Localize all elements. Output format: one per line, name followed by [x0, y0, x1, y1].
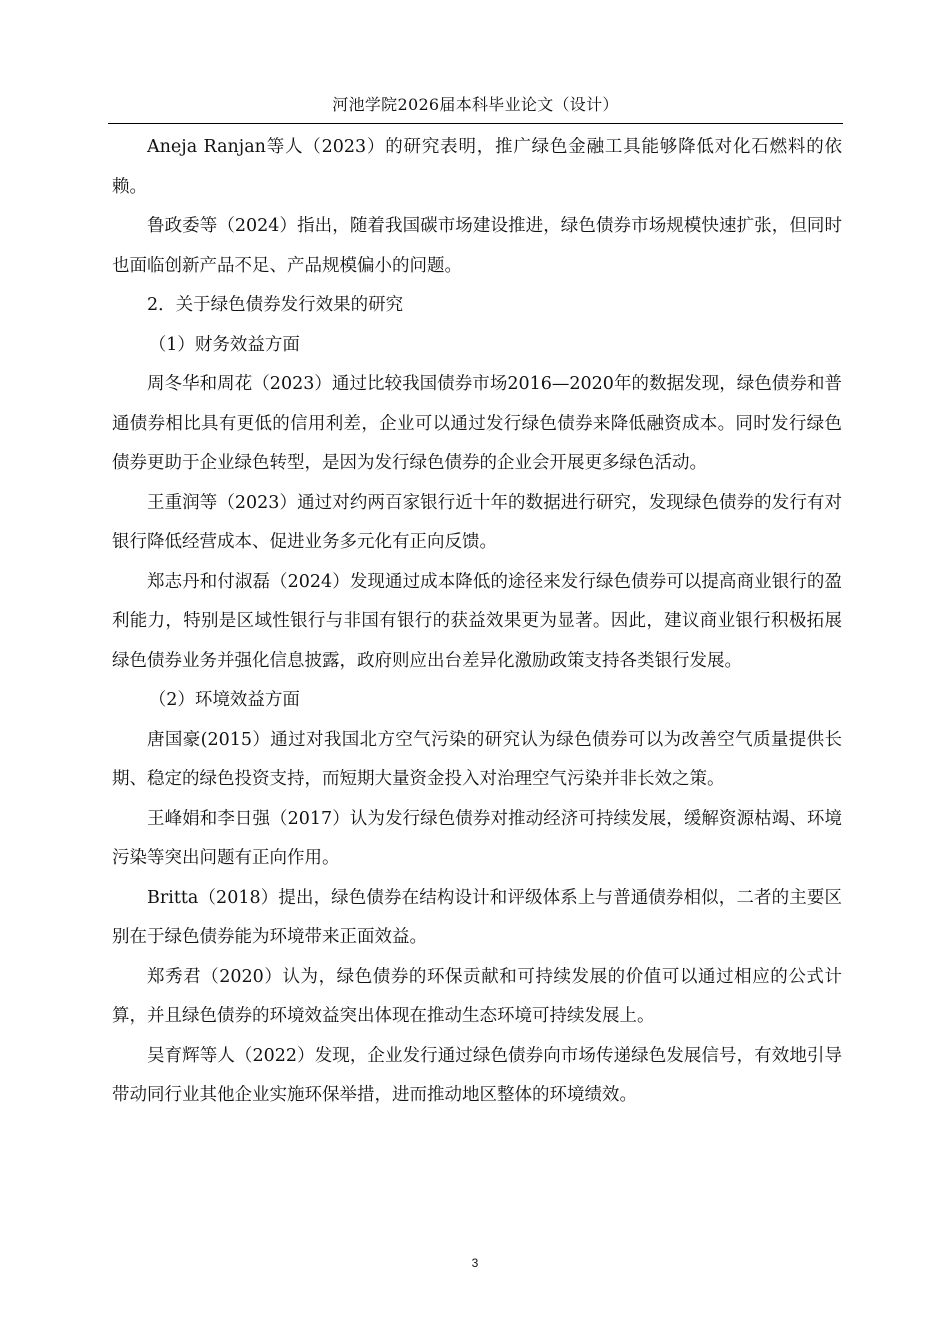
subsection-heading: （1）财务效益方面 [148, 334, 300, 355]
paragraph: 郑秀君（2020）认为，绿色债券的环保贡献和可持续发展的价值可以通过相应的公式计算，并且绿色债券的环境效益突出体现在推动生态环境可持续发展上。 [112, 966, 842, 1026]
paragraph: 郑志丹和付淑磊（2024）发现通过成本降低的途径来发行绿色债券可以提高商业银行的盈利能力，特别是区域性银行与非国有银行的获益效果更为显著。因此，建议商业银行积极拓展绿色债券业务并强化信息披露，政府则应出台差异化激励政策支持各类银行发展。 [112, 571, 842, 671]
document-body [112, 128, 842, 1116]
header-divider [108, 123, 843, 124]
paragraph: 王重润等（2023）通过对约两百家银行近十年的数据进行研究，发现绿色债券的发行有对银行降低经营成本、促进业务多元化有正向反馈。 [112, 492, 842, 552]
page-header-title: 河池学院2026届本科毕业论文（设计） [332, 95, 619, 114]
paragraph: 王峰娟和李日强（2017）认为发行绿色债券对推动经济可持续发展，缓解资源枯竭、环境污染等突出问题有正向作用。 [112, 808, 842, 868]
paragraph: 吴育辉等人（2022）发现，企业发行通过绿色债券向市场传递绿色发展信号，有效地引导带动同行业其他企业实施环保举措，进而推动地区整体的环境绩效。 [112, 1045, 842, 1105]
paragraph: Aneja Ranjan等人（2023）的研究表明，推广绿色金融工具能够降低对化石燃料的依赖。 [112, 137, 842, 197]
subsection-heading: （2）环境效益方面 [148, 690, 300, 710]
paragraph: 唐国豪(2015）通过对我国北方空气污染的研究认为绿色债券可以为改善空气质量提供长期、稳定的绿色投资支持，而短期大量资金投入对治理空气污染并非长效之策。 [112, 729, 842, 789]
paragraph: 鲁政委等（2024）指出，随着我国碳市场建设推进，绿色债券市场规模快速扩张，但同时也面临创新产品不足、产品规模偏小的问题。 [112, 216, 842, 276]
page-number: 3 [471, 1256, 479, 1270]
paragraph: 周冬华和周花（2023）通过比较我国债券市场2016—2020年的数据发现，绿色债券和普通债券相比具有更低的信用利差，企业可以通过发行绿色债券来降低融资成本。同时发行绿色债券更助于企业绿色转型，是因为发行绿色债券的企业会开展更多绿色活动。 [112, 374, 842, 473]
paragraph: Britta（2018）提出，绿色债券在结构设计和评级体系上与普通债券相似，二者的主要区别在于绿色债券能为环境带来正面效益。 [112, 887, 842, 947]
section-heading: 2．关于绿色债券发行效果的研究 [147, 295, 404, 315]
